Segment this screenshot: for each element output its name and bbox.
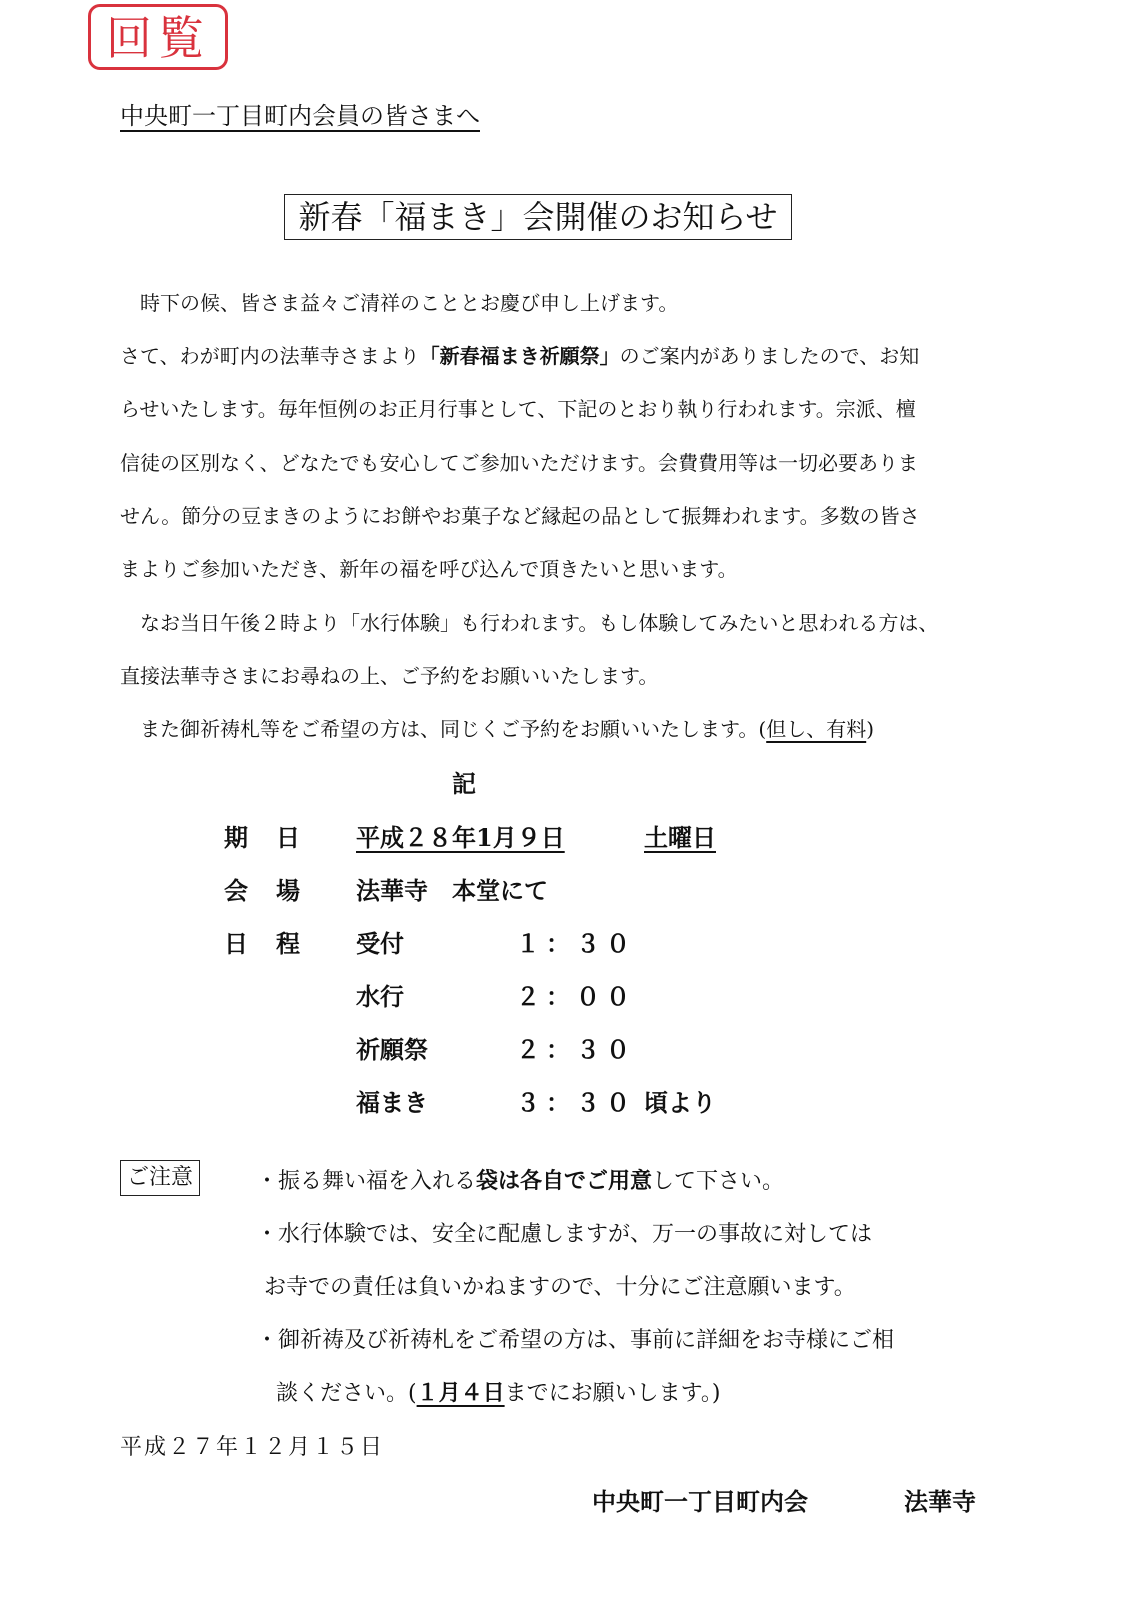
schedule-item: 祈願祭: [356, 1035, 428, 1064]
ki-heading: 記: [452, 769, 476, 798]
sender-temple: 法華寺: [904, 1487, 976, 1516]
date-label: 期 日: [224, 823, 302, 852]
weekday-value: 土曜日: [644, 823, 716, 852]
schedule-time: ２：００: [516, 982, 636, 1011]
schedule-time-note: 頃より: [644, 1088, 716, 1117]
addressee: 中央町一丁目町内会員の皆さまへ: [120, 102, 480, 130]
body-line-9: また御祈祷札等をご希望の方は、同じくご予約をお願いいたします。(但し、有料): [140, 717, 875, 741]
circulation-stamp: 回覧: [88, 4, 228, 70]
issue-date: 平成２７年１２月１５日: [120, 1435, 385, 1460]
body-line-6: まよりご参加いただき、新年の福を呼び込んで頂きたいと思います。: [120, 557, 738, 581]
fee-note: 但し、有料: [766, 717, 867, 741]
caution-item-3: ・御祈祷及び祈祷札をご希望の方は、事前に詳細をお寺様にご相: [256, 1328, 895, 1353]
body-line-7: なお当日午後２時より「水行体験」も行われます。もし体験してみたいと思われる方は、: [140, 611, 939, 635]
body-line-4: 信徒の区別なく、どなたでも安心してご参加いただけます。会費費用等は一切必要ありま: [120, 451, 918, 475]
schedule-item: 福まき: [356, 1088, 428, 1117]
body-line-3: らせいたします。毎年恒例のお正月行事として、下記のとおり執り行われます。宗派、檀: [120, 397, 916, 421]
body-line-8: 直接法華寺さまにお尋ねの上、ご予約をお願いいたします。: [120, 664, 659, 688]
caution-item-2: ・水行体験では、安全に配慮しますが、万一の事故に対しては: [256, 1222, 873, 1247]
caution-item-2-cont: お寺での責任は負いかねますので、十分にご注意願います。: [264, 1275, 856, 1300]
body-line-5: せん。節分の豆まきのようにお餅やお菓子など縁起の品として振舞われます。多数の皆さ: [120, 504, 920, 528]
venue-value: 法華寺 本堂にて: [356, 876, 548, 905]
schedule-label: 日 程: [224, 929, 302, 958]
venue-label: 会 場: [224, 876, 302, 905]
schedule-time: ３：３０: [516, 1088, 636, 1117]
notice-title: 新春「福まき」会開催のお知らせ: [284, 194, 792, 240]
reservation-deadline: １月４日: [416, 1380, 505, 1406]
schedule-time: １：３０: [516, 929, 636, 958]
schedule-time: ２：３０: [516, 1035, 636, 1064]
schedule-item: 受付: [356, 929, 404, 958]
body-line-2: さて、わが町内の法華寺さまより「新春福まき祈願祭」のご案内がありましたので、お知: [120, 344, 920, 368]
caution-item-3-cont: 談ください。(１月４日までにお願いします。): [276, 1380, 721, 1406]
sender-association: 中央町一丁目町内会: [592, 1487, 808, 1516]
event-name: 「新春福まき祈願祭」: [419, 344, 620, 368]
date-value: 平成２８年1月９日: [356, 823, 565, 852]
caution-label: ご注意: [120, 1160, 200, 1196]
schedule-item: 水行: [356, 982, 404, 1011]
caution-item-1: ・振る舞い福を入れる袋は各自でご用意して下さい。: [256, 1168, 785, 1194]
body-line-1: 時下の候、皆さま益々ご清祥のこととお慶び申し上げます。: [140, 291, 679, 315]
